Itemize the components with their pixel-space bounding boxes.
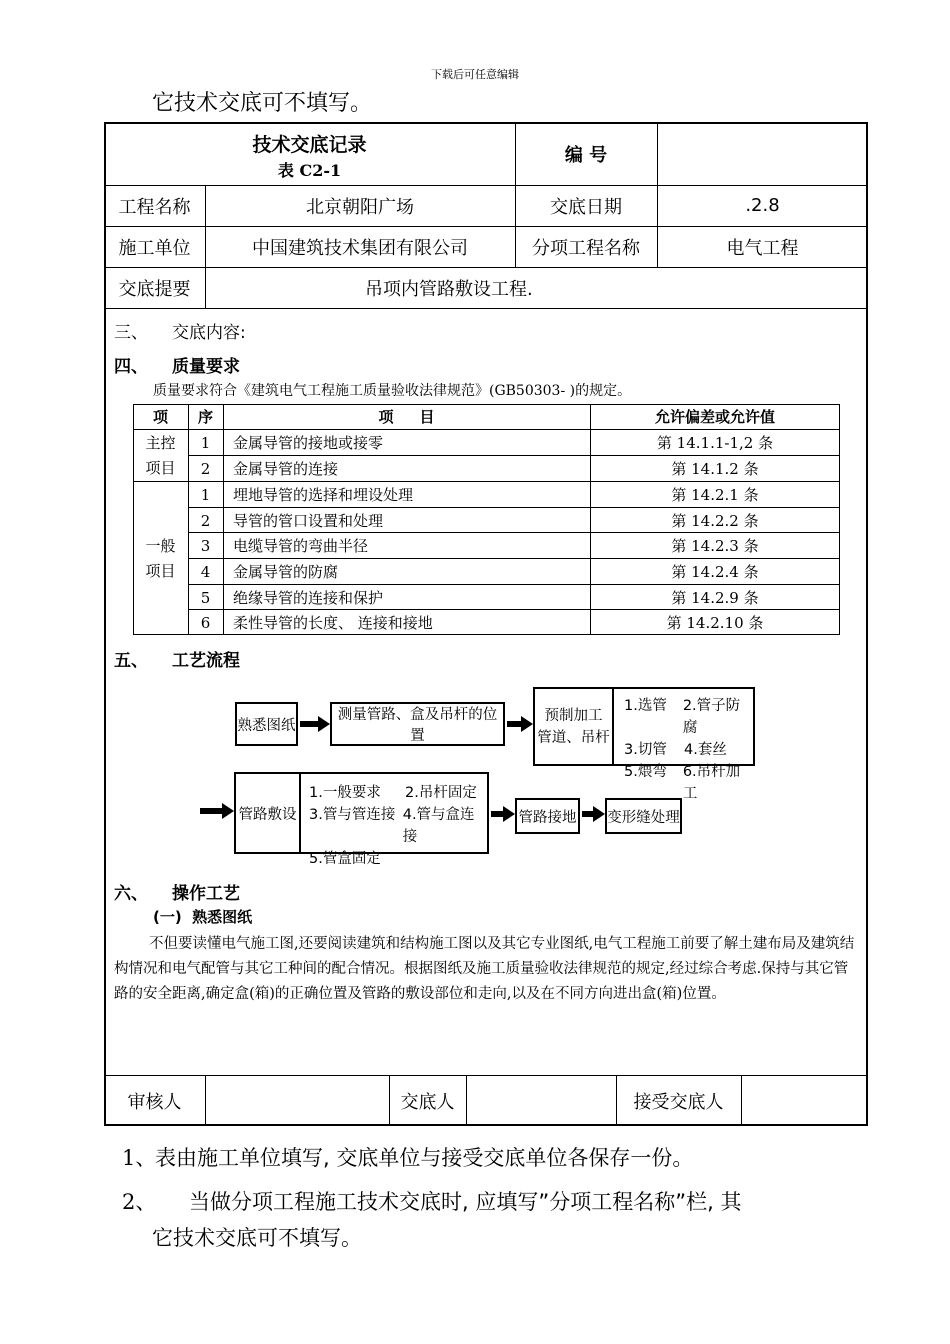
- row-item: 电缆导管的弯曲半径: [233, 537, 369, 555]
- prefab-item: 3.切管: [624, 742, 667, 758]
- row-value: 第 14.2.4 条: [671, 563, 759, 581]
- row-seq: 6: [200, 613, 211, 632]
- row-seq: 2: [200, 511, 211, 530]
- flow-step-measure: 测量管路、盒及吊杆的位置: [330, 702, 505, 746]
- flow-arrow: [200, 808, 224, 814]
- flow-arrowhead: [503, 806, 515, 822]
- row-value: 第 14.2.2 条: [671, 512, 759, 530]
- row-seq: 1: [200, 433, 211, 452]
- section-4-num: 四、: [114, 357, 148, 377]
- section-3-title: 交底内容:: [172, 323, 246, 343]
- laying-item: 3.管与管连接: [309, 807, 396, 823]
- flow-step-drawings: 熟悉图纸: [235, 702, 298, 746]
- number-value[interactable]: [657, 122, 868, 185]
- note-2-num: 2、: [122, 1190, 157, 1214]
- row-value: 第 14.1.2 条: [671, 460, 759, 478]
- row-value: 第 14.1.1-1,2 条: [656, 434, 774, 452]
- header-note: 下载后可任意编辑: [431, 68, 519, 81]
- flow-laying-list: [299, 772, 489, 867]
- header-value: 允许偏差或允许值: [654, 408, 775, 426]
- row-value: 第 14.2.10 条: [666, 614, 764, 632]
- discloser-field[interactable]: [467, 1076, 616, 1125]
- receiver-field[interactable]: [742, 1076, 866, 1125]
- note-2-line-1: 当做分项工程施工技术交底时, 应填写”分项工程名称”栏, 其: [189, 1190, 742, 1214]
- row-value: 第 14.2.9 条: [671, 589, 759, 607]
- row-item: 金属导管的防腐: [233, 563, 339, 581]
- laying-item: 4.管与盒连接: [402, 807, 475, 845]
- row-item: 金属导管的连接: [233, 460, 339, 478]
- group-main-control: 主控 项目: [145, 433, 176, 477]
- section-3-num: 三、: [114, 323, 148, 343]
- row-item: 柔性导管的长度、 连接和接地: [233, 614, 433, 632]
- section-5-num: 五、: [114, 651, 148, 671]
- reviewer-field[interactable]: [206, 1076, 389, 1125]
- flow-step-laying: 管路敷设: [234, 772, 301, 854]
- section-6-subtitle: (一) 熟悉图纸: [153, 908, 253, 926]
- row-seq: 4: [200, 562, 211, 581]
- note-1: 表由施工单位填写, 交底单位与接受交底单位各保存一份。: [155, 1146, 694, 1170]
- sub-project-label: 分项工程名称: [532, 237, 640, 259]
- row-item: 金属导管的接地或接零: [233, 434, 384, 452]
- flow-step-grounding: 管路接地: [515, 798, 580, 834]
- section-6-paragraph-text: 不但要读懂电气施工图,还要阅读建筑和结构施工图以及其它专业图纸,电气工程施工前要了解土建布局及建筑结构情况和电气配管与其它工种间的配合情况。根据图纸及施工质量验收法律规范的规定,经过综合考虑.保持与其它管路的安全距离,确定盒(箱)的正确位置及管路的敷设部位和走向,以及在不同方向进出盒(箱)位置。: [114, 936, 855, 1002]
- flow-step-prefab: 预制加工 管道、吊杆: [533, 687, 614, 766]
- flow-arrowhead: [222, 803, 234, 819]
- top-fragment: 它技术交底可不填写。: [152, 91, 373, 116]
- number-label: 编 号: [564, 144, 608, 166]
- flow-arrowhead: [521, 716, 533, 732]
- row-item: 导管的管口设置和处理: [233, 512, 384, 530]
- discloser-label: 交底人: [400, 1091, 455, 1113]
- project-name-label: 工程名称: [118, 196, 191, 218]
- group-general: 一般 项目: [145, 536, 176, 580]
- header-category: 项: [152, 408, 168, 426]
- date-value[interactable]: .2.8: [745, 195, 780, 216]
- header-seq: 序: [197, 408, 213, 426]
- prefab-item: 6.吊杆加工: [682, 764, 741, 802]
- row-value: 第 14.2.1 条: [671, 486, 759, 504]
- header-item: 项 目: [378, 408, 435, 426]
- row-divider: [104, 308, 868, 309]
- unit-label: 施工单位: [118, 237, 191, 259]
- row-seq: 3: [200, 536, 211, 555]
- flow-step-joint: 变形缝处理: [605, 798, 682, 834]
- laying-item: 1.一般要求: [309, 785, 381, 801]
- prefab-item: 5.煨弯: [624, 764, 667, 780]
- project-name-value[interactable]: 北京朝阳广场: [306, 196, 414, 218]
- laying-item: 2.吊杆固定: [405, 785, 477, 801]
- prefab-item: 1.选管: [624, 698, 667, 714]
- row-seq: 1: [200, 485, 211, 504]
- summary-label: 交底提要: [118, 278, 191, 300]
- record-title: 技术交底记录: [252, 133, 367, 156]
- summary-value[interactable]: 吊项内管路敷设工程.: [365, 278, 533, 300]
- date-label: 交底日期: [550, 196, 622, 218]
- section-6-paragraph: [114, 932, 862, 1007]
- section-5-title: 工艺流程: [172, 651, 240, 671]
- form-number: 表 C2-1: [277, 160, 342, 180]
- section-4-intro: 质量要求符合《建筑电气工程施工质量验收法律规范》(GB50303- )的规定。: [153, 383, 632, 399]
- unit-value[interactable]: 中国建筑技术集团有限公司: [252, 237, 468, 259]
- row-item: 绝缘导管的连接和保护: [233, 589, 384, 607]
- note-1-num: 1、: [122, 1146, 157, 1170]
- flow-prefab-list: [612, 687, 755, 802]
- receiver-label: 接受交底人: [633, 1091, 724, 1113]
- prefab-item: 4.套丝: [684, 742, 727, 758]
- section-6-num: 六、: [114, 884, 148, 904]
- row-item: 埋地导管的选择和埋设处理: [233, 486, 414, 504]
- row-value: 第 14.2.3 条: [671, 537, 759, 555]
- flow-arrowhead: [318, 716, 330, 732]
- sub-project-value[interactable]: 电气工程: [726, 237, 799, 259]
- row-seq: 5: [200, 588, 211, 607]
- laying-item: 5.管盒固定: [309, 851, 381, 867]
- section-4-title: 质量要求: [172, 357, 240, 377]
- prefab-item: 2.管子防腐: [682, 698, 741, 736]
- note-2-line-2: 它技术交底可不填写。: [152, 1226, 362, 1250]
- section-6-title: 操作工艺: [172, 884, 240, 904]
- flow-arrowhead: [593, 806, 605, 822]
- reviewer-label: 审核人: [127, 1091, 182, 1113]
- flow-arrow: [300, 721, 320, 727]
- row-seq: 2: [200, 459, 211, 478]
